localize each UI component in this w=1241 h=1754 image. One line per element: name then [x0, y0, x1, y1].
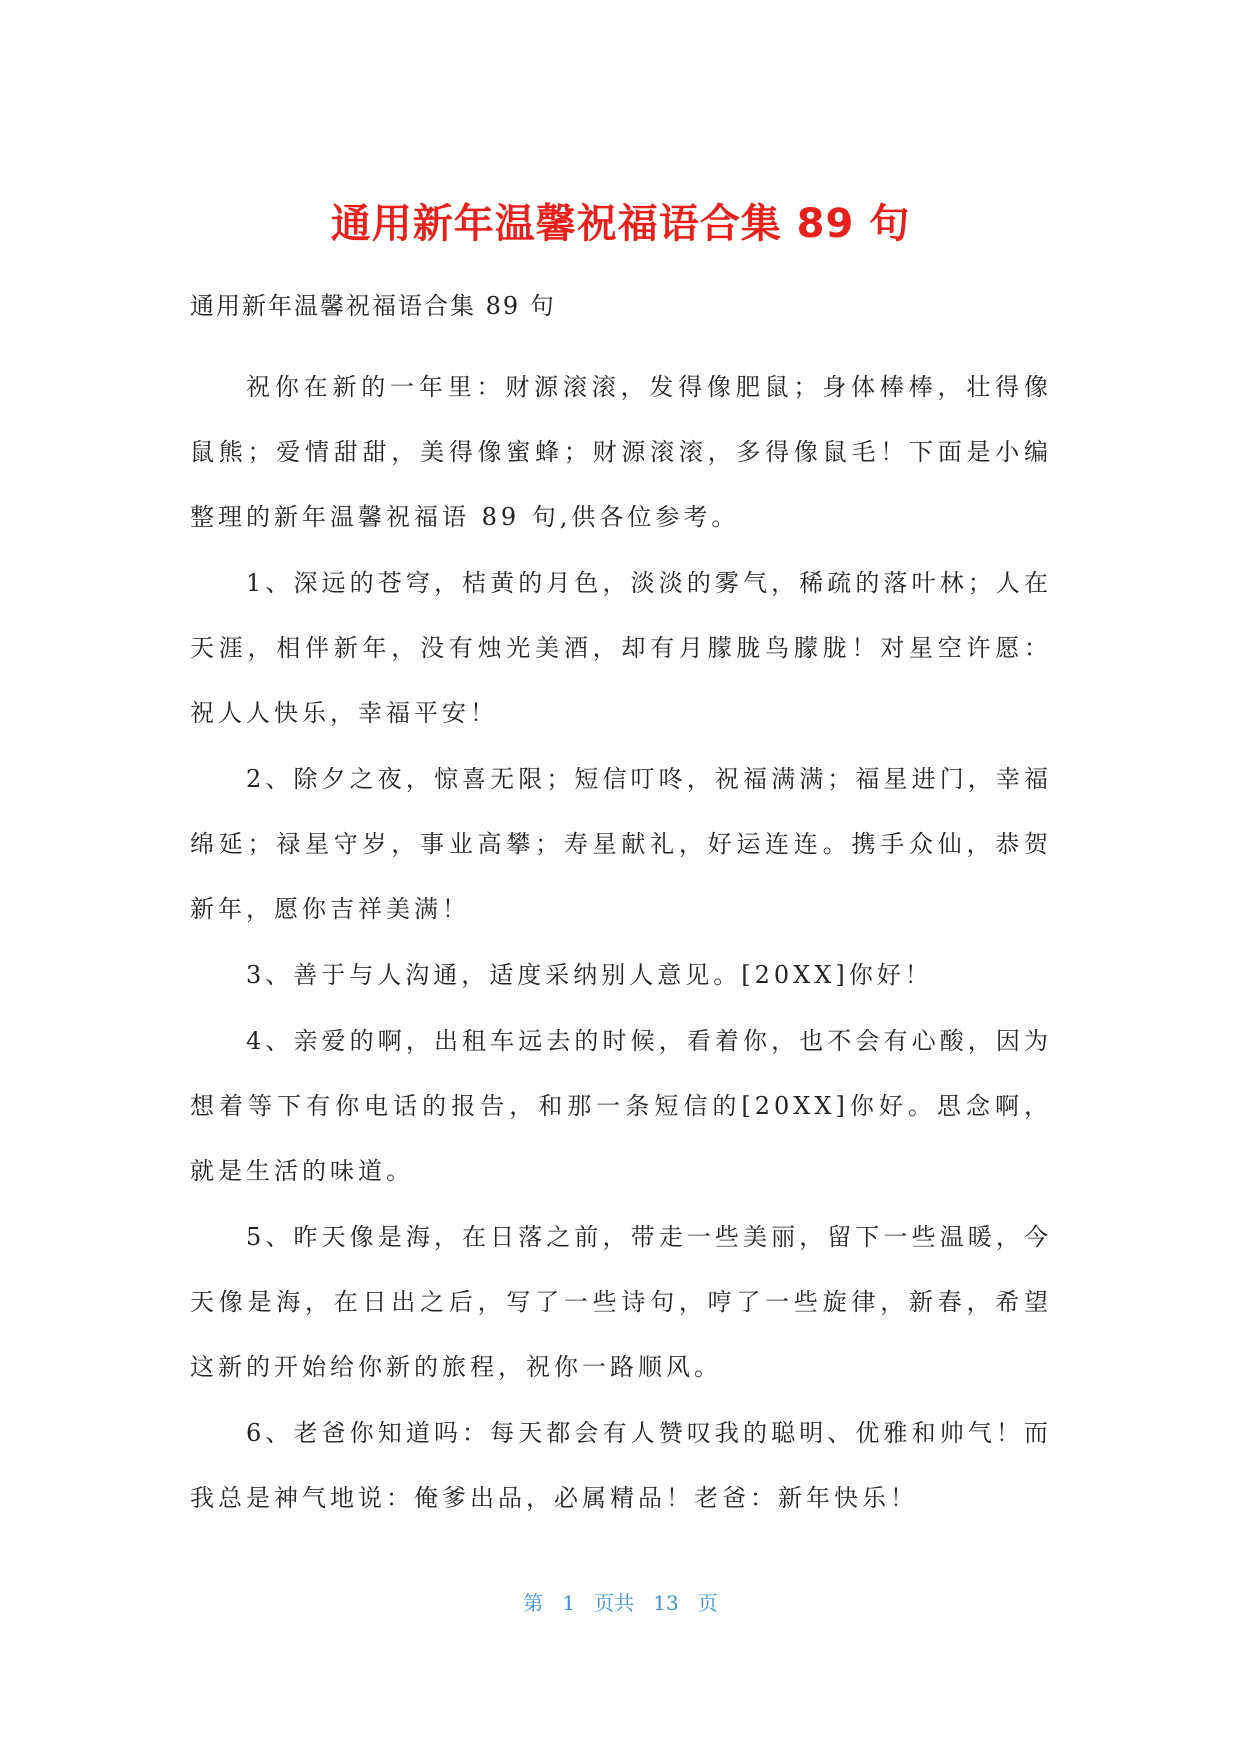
page-footer [0, 1588, 1241, 1618]
greeting-paragraph: 6、老爸你知道吗：每天都会有人赞叹我的聪明、优雅和帅气！而我总是神气地说：俺爹出品，必属精品！老爸：新年快乐！ [190, 1419, 1052, 1512]
current-page-number: 1 [562, 1591, 576, 1615]
page-label-suffix: 页 [697, 1591, 718, 1615]
greeting-paragraph: 5、昨天像是海，在日落之前，带走一些美丽，留下一些温暖，今天像是海，在日出之后，写了一些诗句，哼了一些旋律，新春，希望这新的开始给你新的旅程，祝你一路顺风。 [190, 1223, 1052, 1381]
document-subtitle: 通用新年温馨祝福语合集 89 句 [190, 292, 556, 320]
greeting-paragraph: 3、善于与人沟通，适度采纳别人意见。[20XX]你好！ [246, 961, 933, 989]
greeting-paragraph: 1、深远的苍穹，桔黄的月色，淡淡的雾气，稀疏的落叶林；人在天涯，相伴新年，没有烛光美酒，却有月朦胧鸟朦胧！对星空许愿：祝人人快乐，幸福平安！ [190, 569, 1052, 727]
greeting-paragraph: 2、除夕之夜，惊喜无限；短信叮咚，祝福满满；福星进门，幸福绵延；禄星守岁，事业高攀；寿星献礼，好运连连。携手众仙，恭贺新年，愿你吉祥美满！ [190, 765, 1052, 923]
page-label-middle: 页共 [594, 1591, 635, 1615]
total-pages-number: 13 [653, 1591, 679, 1615]
greeting-paragraph: 4、亲爱的啊，出租车远去的时候，看着你，也不会有心酸，因为想着等下有你电话的报告，和那一条短信的[20XX]你好。思念啊，就是生活的味道。 [190, 1027, 1052, 1185]
document-body [190, 355, 1052, 1532]
page-label-prefix: 第 [523, 1591, 544, 1615]
document-title: 通用新年温馨祝福语合集 89 句 [330, 201, 911, 247]
intro-paragraph: 祝你在新的一年里：财源滚滚，发得像肥鼠；身体棒棒，壮得像鼠熊；爱情甜甜，美得像蜜蜂；财源滚滚，多得像鼠毛！下面是小编整理的新年温馨祝福语 89 句,供各位参考。 [190, 373, 1052, 531]
